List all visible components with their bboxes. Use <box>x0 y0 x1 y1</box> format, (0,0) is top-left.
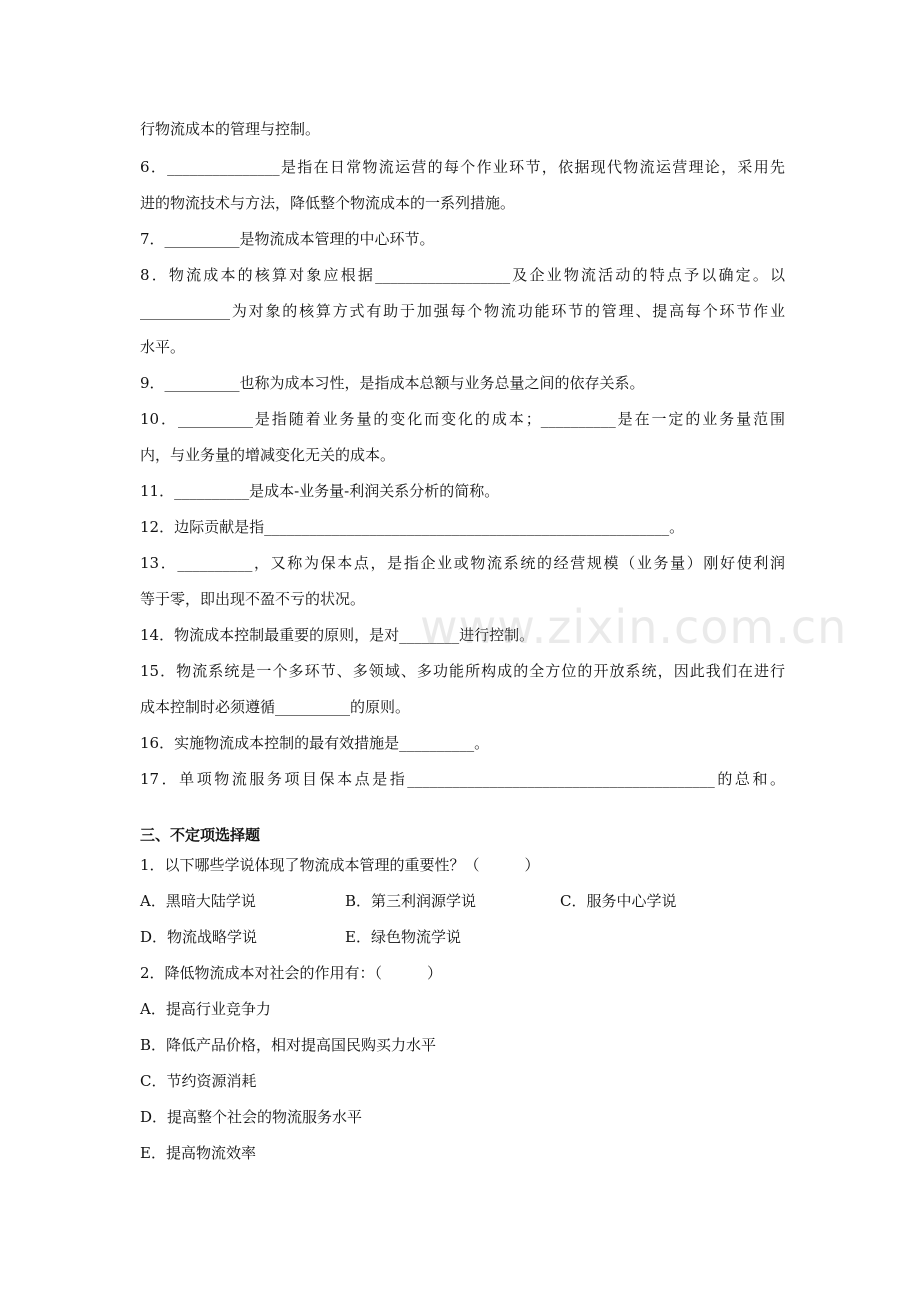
question-11: 11．__________是成本-业务量-利润关系分析的简称。 <box>140 482 500 500</box>
question-8-text-a: 8．物流成本的核算对象应根据 <box>140 266 376 284</box>
question-15-line-1: 15．物流系统是一个多环节、多领域、多功能所构成的全方位的开放系统，因此我们在进行 <box>140 662 785 680</box>
question-8-text-b: 及企业物流活动的特点予以确定。以 <box>510 266 785 284</box>
question-9: 9．__________也称为成本习性，是指成本总额与业务总量之间的依存关系。 <box>140 374 645 392</box>
question-15-line-2: 成本控制时必须遵循__________的原则。 <box>140 698 411 716</box>
question-6-line-1: 6．_______________是指在日常物流运营的每个作业环节，依据现代物流运营理论，采用先 <box>140 158 785 176</box>
question-17-text: 17．单项物流服务项目保本点是指 <box>140 770 408 788</box>
question-13-line-2: 等于零，即出现不盈不亏的状况。 <box>140 590 366 608</box>
mc-q1-option-a: A．黑暗大陆学说 <box>140 892 256 910</box>
continuation-text: 行物流成本的管理与控制。 <box>140 120 321 138</box>
question-12-text: 12．边际贡献是指 <box>140 518 265 536</box>
question-16: 16．实施物流成本控制的最有效措施是__________。 <box>140 734 490 752</box>
question-12-blank: ______________________________________________________ <box>264 518 670 536</box>
mc-q2-option-c: C．节约资源消耗 <box>140 1072 257 1090</box>
question-8-line-2 <box>140 300 785 322</box>
question-10-line-1: 10．__________是指随着业务量的变化而变化的成本；__________是在一定的业务量范围 <box>140 410 785 428</box>
question-12-end: 。 <box>669 518 685 536</box>
question-7: 7．__________是物流成本管理的中心环节。 <box>140 230 435 248</box>
mc-q2-option-d: D．提高整个社会的物流服务水平 <box>140 1108 363 1126</box>
question-10-line-2: 内，与业务量的增减变化无关的成本。 <box>140 446 396 464</box>
question-17 <box>140 768 785 790</box>
mc-q2-option-e: E．提高物流效率 <box>140 1144 256 1162</box>
mc-question-2: 2．降低物流成本对社会的作用有：（ ） <box>140 964 443 982</box>
watermark: www.zixin.com.cn <box>420 600 848 654</box>
mc-q1-option-d: D．物流战略学说 <box>140 928 258 946</box>
question-6-line-2: 进的物流技术与方法，降低整个物流成本的一系列措施。 <box>140 194 516 212</box>
question-8-blank-a: __________________ <box>375 266 511 284</box>
mc-q1-option-b: B．第三利润源学说 <box>345 892 477 910</box>
mc-q1-option-e: E．绿色物流学说 <box>345 928 461 946</box>
question-17-blank: _________________________________________ <box>407 770 715 788</box>
question-14: 14．物流成本控制最重要的原则，是对________进行控制。 <box>140 626 535 644</box>
mc-q2-option-a: A．提高行业竞争力 <box>140 1000 271 1018</box>
mc-question-1: 1．以下哪些学说体现了物流成本管理的重要性？（ ） <box>140 856 540 874</box>
question-8-text-c: 为对象的核算方式有助于加强每个物流功能环节的管理、提高每个环节作业 <box>230 302 785 320</box>
question-17-end: 的总和。 <box>714 770 785 788</box>
question-8-line-1 <box>140 264 785 286</box>
mc-q1-option-c: C．服务中心学说 <box>560 892 677 910</box>
question-13-line-1: 13．__________，又称为保本点，是指企业或物流系统的经营规模（业务量）刚好使利润 <box>140 554 785 572</box>
question-8-line-3: 水平。 <box>140 338 186 356</box>
question-12 <box>140 516 785 538</box>
question-8-blank-b: ____________ <box>140 302 230 320</box>
section-3-heading: 三、不定项选择题 <box>140 826 261 844</box>
mc-q2-option-b: B．降低产品价格，相对提高国民购买力水平 <box>140 1036 437 1054</box>
